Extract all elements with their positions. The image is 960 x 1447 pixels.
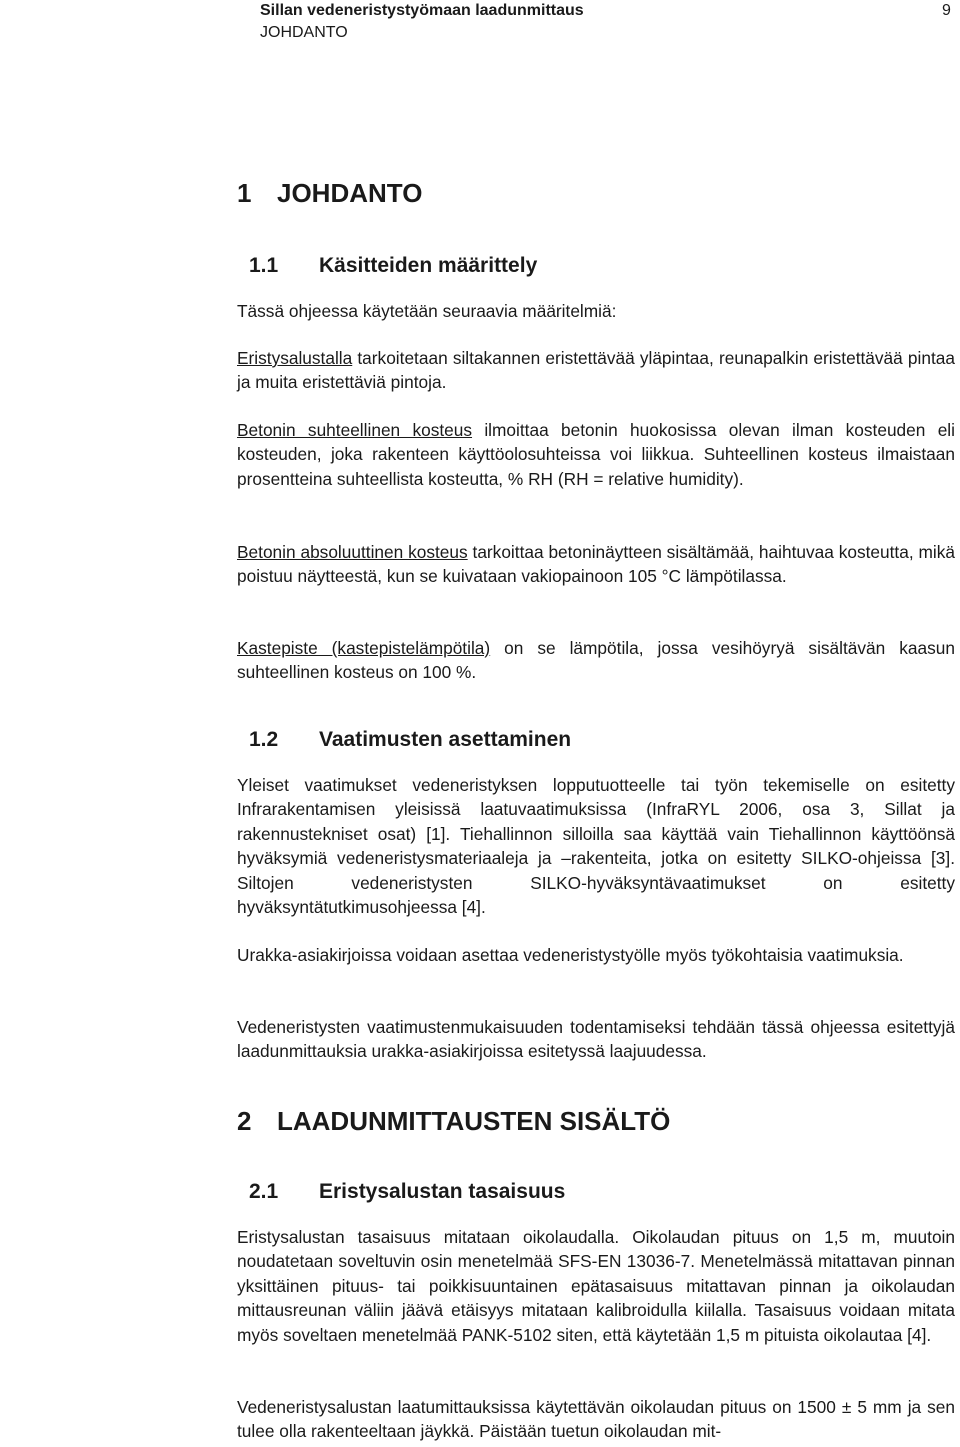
heading-number: 2.1 xyxy=(249,1180,279,1203)
header-section: JOHDANTO xyxy=(260,24,348,41)
heading-number: 1.2 xyxy=(249,728,279,751)
heading-number: 2 xyxy=(237,1106,252,1136)
defined-term: Betonin absoluuttinen kosteus xyxy=(237,542,468,562)
definition-text: tarkoittaa betoninäytteen sisältämää, haihtuvaa kosteutta, mikä poistuu näytteestä, kun se kuivataan vakiopainoon 105 °C lämpötilassa. xyxy=(237,542,955,587)
heading-2-1 xyxy=(249,1180,565,1204)
defined-term: Eristysalustalla xyxy=(237,348,353,368)
heading-2-laadunmittausten-sisalto xyxy=(237,1106,670,1137)
paragraph-requirements-general: Yleiset vaatimukset vedeneristyksen lopputuotteelle tai työn tekemiselle on esitetty Infrarakentamisen yleisissä laatuvaatimuksissa (InfraRYL 2006, osa 3, Sillat ja rakennustekniset osat) [1]. Tiehallinnon silloilla saa käyttää vain Tiehallinnon käyttöönsä hyväksymiä vedeneristysmateriaaleja ja –rakenteita, jotka on esitetty SILKO-ohjeissa [3]. Siltojen vedeneristysten SILKO-hyväksyntävaatimukset on esitetty hyväksyntätutkimusohjeessa [4]. xyxy=(237,775,955,918)
heading-text: Vaatimusten asettaminen xyxy=(319,728,572,751)
heading-1-1 xyxy=(249,254,537,278)
heading-text: Eristysalustan tasaisuus xyxy=(319,1180,566,1203)
definition-text: tarkoitetaan siltakannen eristettävää yläpintaa, reunapalkin eristettävää pintaa ja muita eristettäviä pintoja. xyxy=(237,348,955,393)
paragraph-straightedge-length: Vedeneristysalustan laatumittauksissa käytettävän oikolaudan pituus on 1500 ± 5 mm ja sen tulee olla rakenteeltaan jäykkä. Päistään tuetun oikolaudan mit- xyxy=(237,1397,955,1442)
paragraph-requirements-verification: Vedeneristysten vaatimustenmukaisuuden todentamiseksi tehdään tässä ohjeessa esitettyjä laadunmittauksia urakka-asiakirjoissa esitetyssä laajuudessa. xyxy=(237,1017,955,1062)
heading-1-2 xyxy=(249,728,571,752)
heading-text: JOHDANTO xyxy=(277,178,423,208)
defined-term: Betonin suhteellinen kosteus xyxy=(237,420,473,440)
heading-number: 1.1 xyxy=(249,254,279,277)
paragraph-relative-humidity xyxy=(237,418,955,491)
header-title: Sillan vedeneristystyömaan laadunmittaus xyxy=(260,2,584,19)
defined-term: Kastepiste (kastepistelämpötila) xyxy=(237,638,491,658)
page-number: 9 xyxy=(942,2,951,19)
heading-text: Käsitteiden määrittely xyxy=(319,254,538,277)
paragraph-intro: Tässä ohjeessa käytetään seuraavia määritelmiä: xyxy=(237,301,617,321)
heading-number: 1 xyxy=(237,178,252,208)
paragraph-absolute-moisture xyxy=(237,540,955,589)
heading-text: LAADUNMITTAUSTEN SISÄLTÖ xyxy=(277,1106,671,1136)
paragraph-eristysalusta xyxy=(237,346,955,395)
definition-text: ilmoittaa betonin huokosissa olevan ilman kosteuden eli kosteuden, joka rakenteen käyttöolosuhteissa voi liikkua. Suhteellinen kosteus ilmaistaan prosentteina suhteellista kosteutta, % RH (RH = relative humidity). xyxy=(237,420,955,489)
definition-text: on se lämpötila, jossa vesihöyryä sisältävän kaasun suhteellinen kosteus on 100 %. xyxy=(237,638,955,683)
paragraph-flatness-method: Eristysalustan tasaisuus mitataan oikolaudalla. Oikolaudan pituus on 1,5 m, muutoin noudatetaan soveltuvin osin menetelmää SFS-EN 13036-7. Menetelmässä mitattavan pinnan yksittäinen pituus- tai poikkisuuntainen epätasaisuus mitattavan pinnan ja oikolaudan mittausreunan väliin jäävä etäisyys mitataan kalibroidulla kiilalla. Tasaisuus voidaan mitata myös soveltaen menetelmää PANK-5102 siten, että käytetään 1,5 m pituista oikolautaa [4]. xyxy=(237,1227,955,1345)
heading-1-johdanto xyxy=(237,178,422,209)
paragraph-dew-point xyxy=(237,636,955,685)
paragraph-requirements-contract: Urakka-asiakirjoissa voidaan asettaa vedeneristystyölle myös työkohtaisia vaatimuksia. xyxy=(237,945,904,965)
